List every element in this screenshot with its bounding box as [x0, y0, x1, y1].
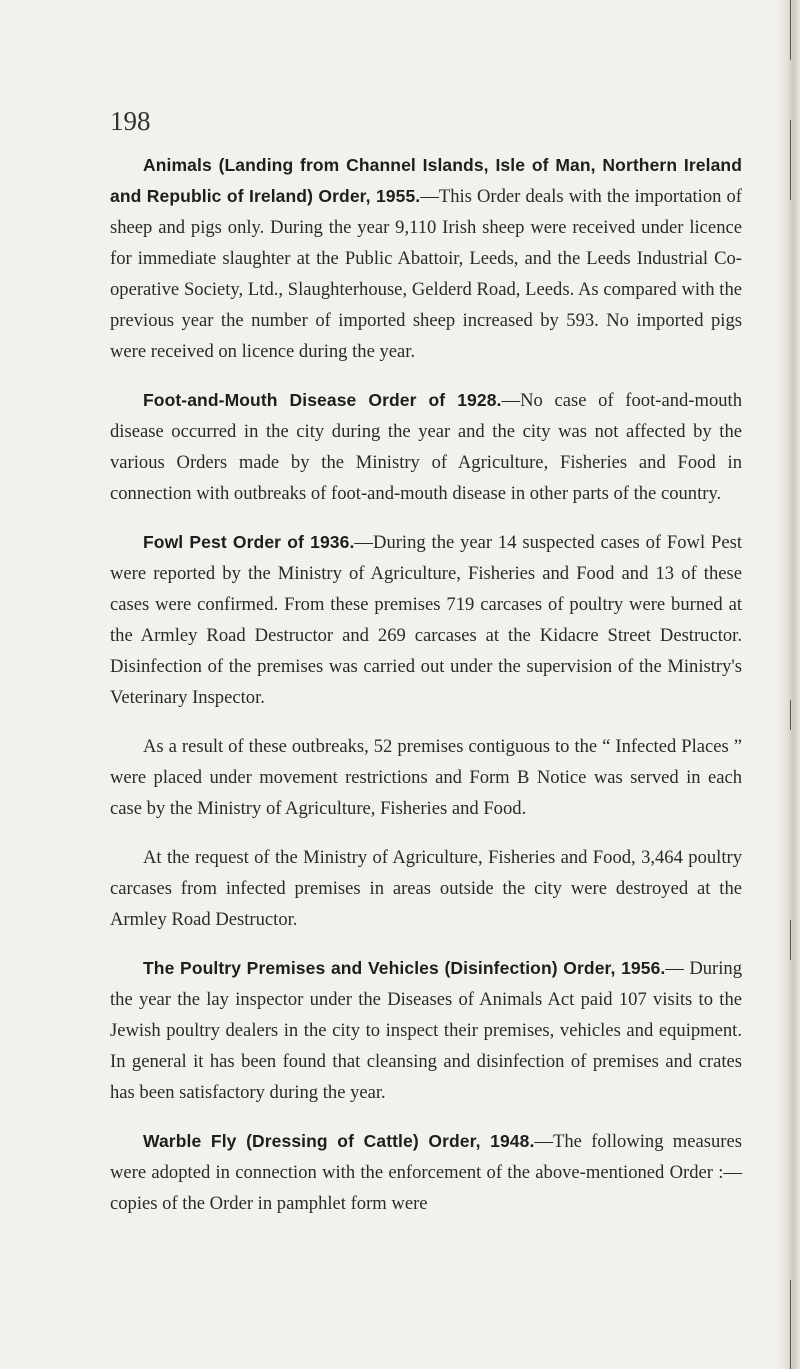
edge-line	[790, 920, 791, 960]
paragraph-animals-landing-order	[110, 150, 742, 367]
section-heading: Animals (Landing from Channel Islands, Isle of Man, Northern Ireland and Republic of Ireland) Order, 1955.	[110, 155, 742, 206]
paragraph-ministry-request	[110, 842, 742, 935]
edge-line	[790, 0, 791, 60]
paragraph-text: —No case of foot-and-mouth disease occurred in the city during the year and the city was not affected by the various Orders made by the Ministry of Agriculture, Fisheries and Food in connection with outbreaks of foot-and-mouth disease in other parts of the country.	[110, 390, 743, 504]
paragraph-text: As a result of these outbreaks, 52 premises contiguous to the “ Infected Places ” were placed under movement restrictions and Form B Notice was served in each case by the Ministry of Agriculture, Fisheries and Food.	[110, 736, 742, 819]
page-edge-shadow	[778, 0, 800, 1369]
document-body	[110, 150, 742, 1237]
paragraph-fowl-pest-order	[110, 527, 742, 713]
paragraph-warble-fly-order	[110, 1126, 742, 1219]
edge-line	[790, 700, 791, 730]
paragraph-text: — During the year the lay inspector under the Diseases of Animals Act paid 107 visits to the Jewish poultry dealers in the city to inspect their premises, vehicles and equipment. In general it has been found that cleansing and disinfection of premises and crates has been satisfactory during the year.	[110, 958, 742, 1103]
paragraph-poultry-premises-order	[110, 953, 742, 1108]
paragraph-text: —During the year 14 suspected cases of Fowl Pest were reported by the Ministry of Agriculture, Fisheries and Food and 13 of these cases were confirmed. From these premises 719 carcases of poultry were burned at the Armley Road Destructor and 269 carcases at the Kidacre Street Destructor. Disinfection of the premises was carried out under the supervision of the Ministry's Veterinary Inspector.	[110, 532, 742, 708]
paragraph-foot-and-mouth-order	[110, 385, 742, 509]
paragraph-text: At the request of the Ministry of Agriculture, Fisheries and Food, 3,464 poultry carcases from infected premises in areas outside the city were destroyed at the Armley Road Destructor.	[110, 847, 742, 930]
page-number: 198	[110, 106, 151, 136]
paragraph-text: —The following measures were adopted in connection with the enforcement of the above-mentioned Order :—copies of the Order in pamphlet form were	[110, 1131, 742, 1214]
section-heading: Warble Fly (Dressing of Cattle) Order, 1948.	[143, 1131, 535, 1151]
paragraph-infected-places	[110, 731, 742, 824]
paragraph-text: —This Order deals with the importation of sheep and pigs only. During the year 9,110 Irish sheep were received under licence for immediate slaughter at the Public Abattoir, Leeds, and the Leeds Industrial Co-operative Society, Ltd., Slaughterhouse, Gelderd Road, Leeds. As compared with the previous year the number of imported sheep increased by 593. No imported pigs were received on licence during the year.	[110, 186, 742, 362]
section-heading: The Poultry Premises and Vehicles (Disinfection) Order, 1956.	[143, 958, 666, 978]
edge-line	[790, 120, 791, 200]
section-heading: Foot-and-Mouth Disease Order of 1928.	[143, 390, 502, 410]
section-heading: Fowl Pest Order of 1936.	[143, 532, 355, 552]
edge-line	[790, 1280, 791, 1369]
